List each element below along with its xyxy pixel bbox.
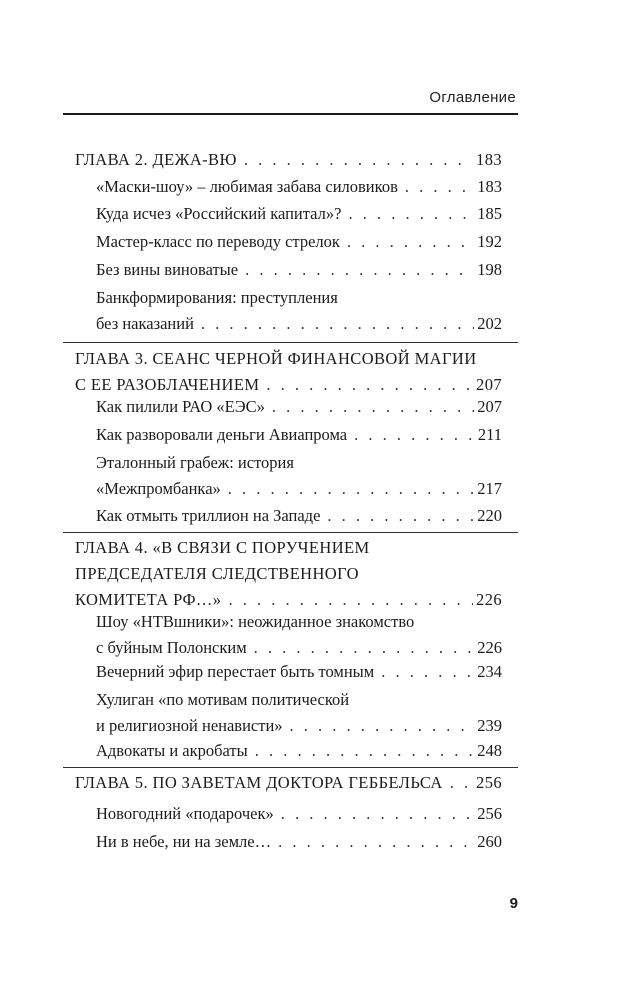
toc-section [96,738,502,764]
toc-page-number: 183 [476,150,502,169]
toc-chapter [75,346,502,398]
toc-section [96,174,502,200]
toc-section [96,422,502,448]
toc-title-line: ГЛАВА 4. «В СВЯЗИ С ПОРУЧЕНИЕМ [75,538,370,557]
toc-page-number: 185 [477,204,502,223]
dot-leader [347,229,474,255]
toc-page-number: 217 [477,479,502,498]
dot-leader [290,713,475,739]
toc-title: Вечерний эфир перестает быть томным [96,662,375,681]
toc-title: Как отмыть триллион на Западе [96,506,321,525]
toc-page-number: 183 [477,177,502,196]
toc-title: с буйным Полонским [96,638,247,657]
toc-title: Новогодний «подарочек» [96,804,274,823]
dot-leader [405,174,474,200]
toc-chapter [75,535,502,613]
toc-page-number: 260 [477,832,502,851]
chapter-divider [63,342,518,343]
toc-title: без наказаний [96,314,194,333]
toc-section [96,394,502,420]
toc-chapter [75,147,502,173]
toc-section [96,229,502,255]
toc-page-number: 198 [477,260,502,279]
dot-leader [255,738,475,764]
toc-title: Без вины виноватые [96,260,239,279]
toc-title: Как пилили РАО «ЕЭС» [96,397,265,416]
dot-leader [201,311,474,337]
dot-leader [254,635,475,661]
toc-page-number: 256 [477,804,502,823]
toc-page-number: 211 [477,425,502,444]
dot-leader [278,829,474,855]
toc-section [96,801,502,827]
toc-title: Ни в небе, ни на земле… [96,832,272,851]
running-head: Оглавление [429,89,516,106]
toc-page-number: 202 [477,314,502,333]
toc-page-number: 248 [477,741,502,760]
toc-title-line: Банкформирования: преступления [96,288,338,307]
toc-title: С ЕЕ РАЗОБЛАЧЕНИЕМ [75,375,260,394]
dot-leader [245,257,474,283]
toc-chapter [75,770,502,796]
chapter-divider [63,532,518,533]
dot-leader [327,503,474,529]
toc-title-line: Эталонный грабеж: история [96,453,294,472]
dot-leader [450,770,473,796]
toc-title-line: Шоу «НТВшники»: неожиданное знакомство [96,612,415,631]
toc-page-number: 207 [476,375,502,394]
toc-title: КОМИТЕТА РФ…» [75,590,222,609]
dot-leader [228,476,474,502]
header-rule [63,113,518,115]
toc-section [96,609,502,661]
chapter-divider [63,767,518,768]
toc-page-number: 226 [476,590,502,609]
toc-page-number: 234 [477,662,502,681]
toc-page-number: 192 [477,232,502,251]
page-number: 9 [509,895,518,912]
toc-title: Мастер-класс по переводу стрелок [96,232,340,251]
toc-title: Как разворовали деньги Авиапрома [96,425,348,444]
toc-section [96,829,502,855]
toc-page-number: 220 [477,506,502,525]
toc-section [96,201,502,227]
toc-section [96,659,502,685]
toc-page-number: 256 [476,773,502,792]
toc-section [96,687,502,739]
dot-leader [281,801,474,827]
dot-leader [381,659,474,685]
dot-leader [354,422,475,448]
toc-section [96,285,502,337]
toc-page-number: 207 [477,397,502,416]
toc-section [96,503,502,529]
toc-section [96,257,502,283]
toc-title: ГЛАВА 2. ДЕЖА-ВЮ [75,150,237,169]
dot-leader [244,147,473,173]
toc-title: и религиозной ненависти» [96,716,283,735]
toc-title: Куда исчез «Российский капитал»? [96,204,342,223]
dot-leader [272,394,474,420]
toc-page-number: 226 [477,638,502,657]
toc-title-line: Хулиган «по мотивам политической [96,690,350,709]
toc-title: «Маски-шоу» – любимая забава силовиков [96,177,398,196]
toc-title-line: ПРЕДСЕДАТЕЛЯ СЛЕДСТВЕННОГО [75,564,359,583]
toc-section [96,450,502,502]
toc-title: ГЛАВА 5. ПО ЗАВЕТАМ ДОКТОРА ГЕББЕЛЬСА [75,773,443,792]
toc-title: «Межпромбанка» [96,479,221,498]
toc-page-number: 239 [477,716,502,735]
toc-title: Адвокаты и акробаты [96,741,248,760]
toc-title-line: ГЛАВА 3. СЕАНС ЧЕРНОЙ ФИНАНСОВОЙ МАГИИ [75,349,477,368]
dot-leader [348,201,474,227]
